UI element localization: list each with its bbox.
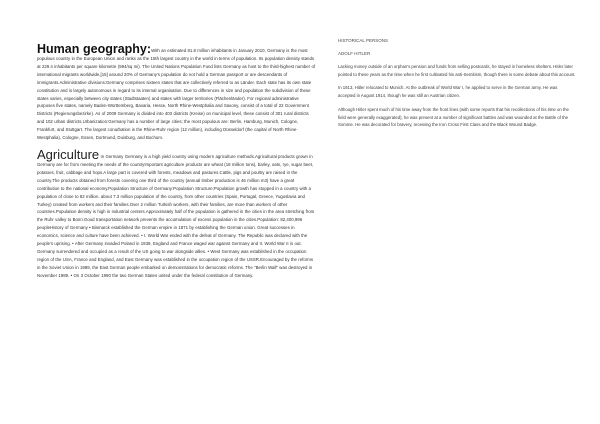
historical-persons-label: HISTORICAL PERSONS	[338, 38, 389, 43]
agriculture-section	[37, 146, 317, 280]
bio-paragraph-1: Lacking money outside of an orphan's pension and funds from selling postcards, he stayed in homeless shelters. Hitler later pointed to these years as the time when he first cultivated his anti-Semitism, though there is some debate about this account.	[338, 64, 576, 77]
human-geography-body: With an estimated 81.8 million inhabitants in January 2010, Germany is the most populous country in the European Union and ranks as the 15th largest country in the world in terms of population. Its population density stands at 229.4 inhabitants per square kilometre (594/sq mi). The United Nations Population Fund lists Germany as host to the third-highest number of international migrants worldwide,[15] around 20% of Germany's population do not hold a German passport or are descendants of immigrants.Administrative divisions:Germany comprises sixteen states that are collectively referred to as Länder. Each state has its own state constitution and is largely autonomous in regard to its internal organisation. Due to differences in size and population the subdivision of these states varies, especially between city states (Stadtstaaten) and states with larger territories (Flächenländer). For regional administrative purposes five states, namely Baden-Württemberg, Bavaria, Hesse, North Rhine-Westphalia and Saxony, consist of a total of 22 Government Districts (Regierungsbezirke). As of 2009 Germany is divided into 403 districts (Kreise) on municipal level, these consist of 301 rural districts and 102 urban districts.Urbanization:Germany has a number of large cities; the most populous are: Berlin, Hamburg, Munich, Cologne, Frankfurt, and Stuttgart. The largest conurbation is the Rhine-Ruhr region (12 million), including Düsseldorf (the capital of North Rhine-Westphalia), Cologne, Essen, Dortmund, Duisburg, and Bochum.	[37, 48, 316, 141]
right-column	[338, 37, 576, 135]
bio-paragraph-3: Although Hitler spent much of his time away from the front lines (with some reports that his recollections of his time on the field were generally exaggerated), he was present at a number of significant battles and was wounded at the Battle of the Somme. He was decorated for bravery, receiving the Iron Cross First Class and the Black Wound Badge.	[338, 106, 569, 128]
agriculture-heading: Agriculture	[37, 146, 100, 162]
human-geography-paragraph	[37, 44, 317, 142]
human-geography-heading: Human geography:	[37, 42, 152, 56]
human-geography-section	[37, 44, 317, 142]
bio-paragraph-2: In 1913, Hitler relocated to Munich. At the outbreak of World War I, he applied to serve in the German army. He was accepted in August 1914, though he was still an Austrian citizen.	[338, 85, 558, 99]
agriculture-body: In Germany Germany is a high yield country using modern agriculture methods.Agricultural products grown in Germany are for from meeting the needs of the country!mportant agriculture products are wheat (18 million tons), barley, oats, rye, sugar beet, potatoes, fruit, cabbage and hops.A large part is covered with forests, meadows and pastures.Cattle, pigs and poultry are raised in the country.The products obtained from forests covering one third of the country (annual timber production is 46 million m3) have a great contribution to the national economy.Population Structure of Germany:Population Structure;Population growth has stopped in a country with a population of close to 82 million. about 7.3 million population of the country, from other countries (Spain, Portugal, Greece, Yugoslavia and Turkey) created from workers and their families.Over 2 million Turkish workers, with their families, are more than workers of other countries.Population density is high in industrial centers.Approximately half of the population is gathered in the cities in the area stretching from the Ruhr valley to Bonn.Good transportation network prevents the accumulation of excess population in the cities.Population: 82,400,996 peopleHistory of Germany • Bismarck established the German empire in 1871 by establishing the German union. Great successes in economics, science and culture have been achieved. • I. World War ended with the defeat of Germany. The Republic was declared with the people's uprising. • After Germany invaded Poland in 1939, England and France waged war against Germany and II. World War II is out. Germany surrendered and occupied as a result of the US going to war alongside allies. • West Germany was established in the occupation region of the USA, France and England, and East Germany was established in the occupation region of the USSR.Encouraged by the reforms in the Soviet Union in 1989, the East German people embarked on demonstrations for democratic reforms. The "Berlin Wall" was destroyed in November 1989. • On 3 October 1990 the two German States united under the federal constitution of Germany.	[37, 153, 315, 278]
agriculture-paragraph	[37, 146, 317, 280]
left-column	[37, 44, 317, 280]
person-name-label: ADOLF HITLER	[338, 51, 371, 56]
